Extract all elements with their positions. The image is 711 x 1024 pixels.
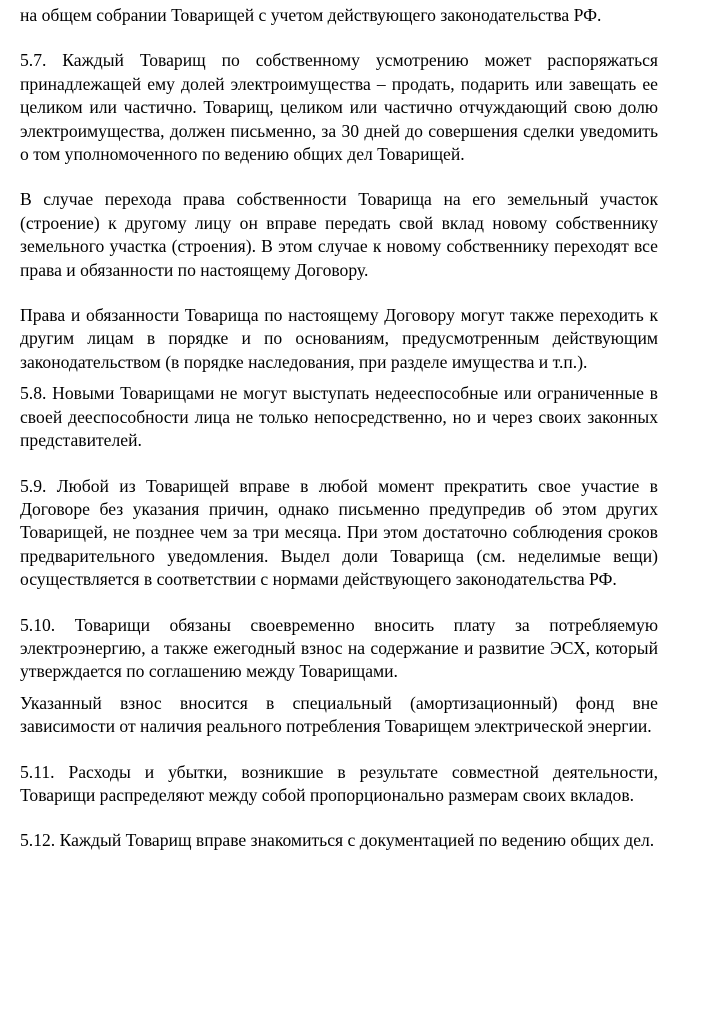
paragraph-5-12: 5.12. Каждый Товарищ вправе знакомиться с документацией по ведению общих дел. (20, 830, 655, 851)
paragraph-5-8: 5.8. Новыми Товарищами не могут выступать недееспособные или ограниченные в своей дееспособности лица не только непосредственно, но и через своих законных представителей. (20, 383, 658, 451)
paragraph-continuation: на общем собрании Товарищей с учетом действующего законодательства РФ. (20, 5, 602, 25)
paragraph-5-10: 5.10. Товарищи обязаны своевременно вносить плату за потребляемую электроэнергию, а также ежегодный взнос на содержание и развитие ЭСХ, который утверждается по соглашению между Товарищами. (20, 614, 658, 682)
paragraph-ownership-transfer: В случае перехода права собственности Товарища на его земельный участок (строение) к другому лицу он вправе передать свой вклад новому собственнику земельного участка (строения). В этом случае к новому собственнику переходят все права и обязанности по настоящему Договору. (20, 189, 658, 280)
document-page (20, 4, 658, 853)
paragraph-rights-transfer: Права и обязанности Товарища по настоящему Договору могут также переходить к другим лицам в порядке и по основаниям, предусмотренным действующим законодательством (в порядке наследования, при разделе имущества и т.п.). (20, 305, 658, 372)
paragraph-5-9: 5.9. Любой из Товарищей вправе в любой момент прекратить свое участие в Договоре без указания причин, однако письменно предупредив об этом других Товарищей, не позднее чем за три месяца. При этом достаточно соблюдения сроков предварительного уведомления. Выдел доли Товарища (см. неделимые вещи) осуществляется в соответствии с нормами действующего законодательства РФ. (20, 475, 658, 590)
paragraph-fee-note: Указанный взнос вносится в специальный (амортизационный) фонд вне зависимости от наличия реального потребления Товарищем электрической энергии. (20, 692, 658, 737)
paragraph-5-11: 5.11. Расходы и убытки, возникшие в результате совместной деятельности, Товарищи распределяют между собой пропорционально размерам своих вкладов. (20, 761, 658, 805)
paragraph-5-7: 5.7. Каждый Товарищ по собственному усмотрению может распоряжаться принадлежащей ему долей электроимущества – продать, подарить или завещать ее целиком или частично. Товарищ, целиком или частично отчуждающий свою долю электроимущества, должен письменно, за 30 дней до совершения сделки уведомить о том уполномоченного по ведению общих дел Товарищей. (20, 50, 658, 165)
